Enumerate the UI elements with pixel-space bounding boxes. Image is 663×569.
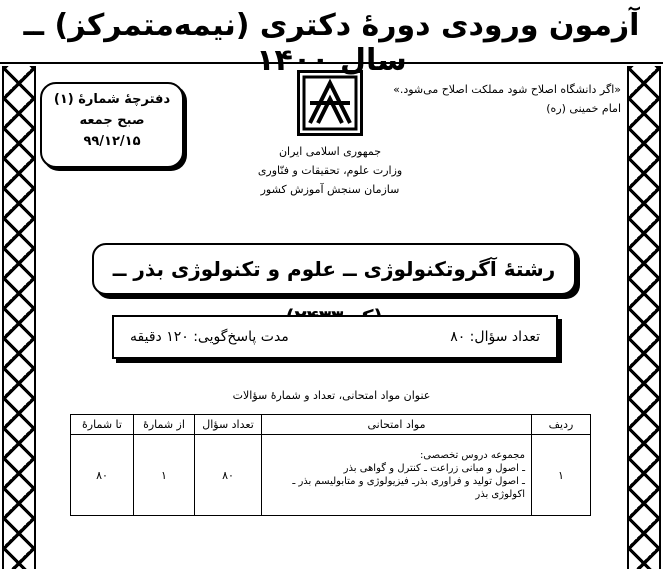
major-title: رشتهٔ آگروتکنولوژی ــ علوم و تکنولوژی بذر ــ [92,243,576,295]
table-caption: عنوان مواد امتحانی، تعداد و شمارهٔ سؤالات [232,389,431,402]
decorative-border-left [2,66,36,569]
org-line-3: سازمان سنجش آموزش کشور [260,183,400,196]
booklet-date: ۹۹/۱۲/۱۵ [83,134,141,149]
cell-subjects [262,435,532,516]
org-line-1: جمهوری اسلامی ایران [278,145,382,158]
cell-question-count: ۸۰ [195,435,262,516]
booklet-info-box [40,82,184,168]
header-to-number: تا شمارهٔ [71,415,134,435]
question-count: تعداد سؤال: ۸۰ [450,329,540,345]
exam-duration: مدت پاسخ‌گویی: ۱۲۰ دقیقه [130,329,289,345]
organization-logo-icon [297,70,363,136]
subject-line: اکولوژی بذر [475,489,525,500]
cell-to-number: ۸۰ [71,435,134,516]
table-header-row [71,415,591,435]
cell-from-number: ۱ [134,435,195,516]
booklet-number: دفترچهٔ شمارهٔ (۱) [53,92,171,107]
decorative-border-right [627,66,661,569]
header-question-count: تعداد سؤال [195,415,262,435]
subject-line: ـ اصول تولید و فراوری بذرـ فیزیولوژی و متابولیسم بذر ـ [292,476,525,487]
header-subjects: مواد امتحانی [262,415,532,435]
quote-block [381,80,621,118]
org-line-2: وزارت علوم، تحقیقات و فنّاوری [257,164,403,177]
table-row [71,435,591,516]
subject-line: ـ اصول و مبانی زراعت ـ کنترل و گواهی بذر [343,463,525,474]
header-from-number: از شمارهٔ [134,415,195,435]
quote-text: «اگر دانشگاه اصلاح شود مملکت اصلاح می‌شود.» [393,83,621,96]
exam-header [0,0,663,78]
organization-block [230,142,430,199]
subject-line: مجموعه دروس تخصصی: [419,450,525,461]
cell-row-number: ۱ [532,435,591,516]
subjects-table [70,414,591,516]
exam-title: آزمون ورودی دورهٔ دکتری (نیمه‌متمرکز) ــ سال ۱۴۰۰ [23,8,640,78]
quote-author: امام خمینی (ره) [546,102,621,115]
exam-info-box [112,315,558,359]
header-row-number: ردیف [532,415,591,435]
booklet-session: صبح جمعه [79,113,145,128]
